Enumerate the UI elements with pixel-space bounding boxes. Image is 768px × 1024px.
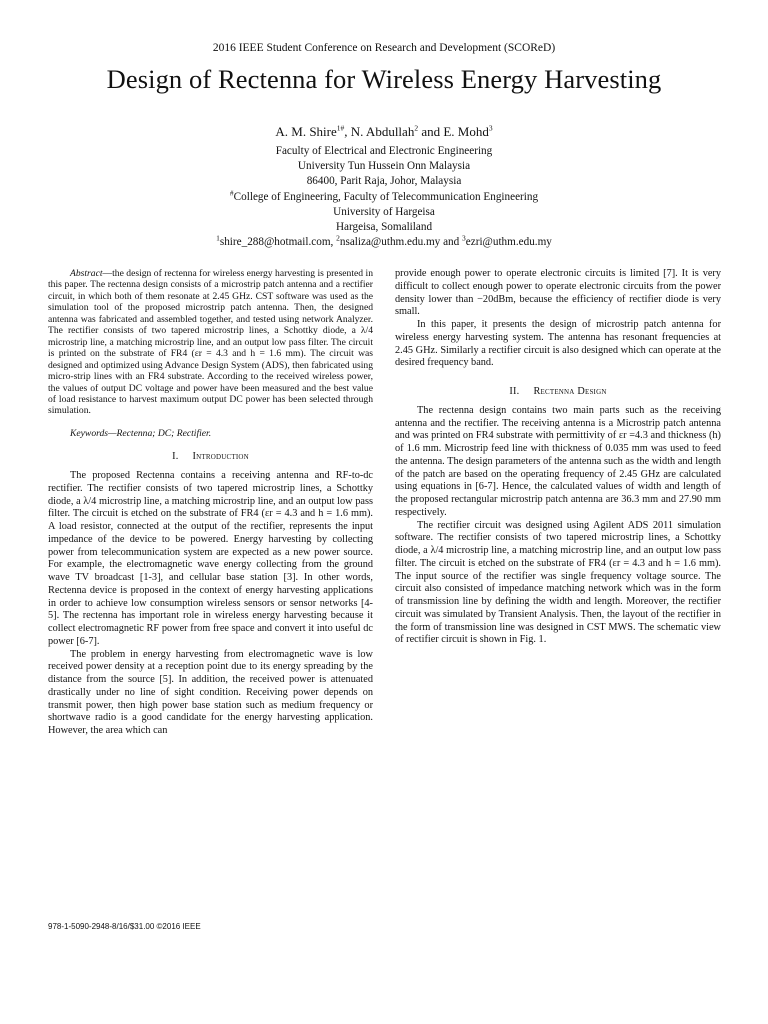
affiliation-line: University Tun Hussein Onn Malaysia xyxy=(297,160,471,173)
intro-paragraph-2: The problem in energy harvesting from electromagnetic wave is low received power density at a reception point due to its energy spreading by the distance from the source [5]. In addition, the received power is attenuated drastically under no line of sight condition. Receiving power depends on transmit power, then high power base station such as medium frequency or shortwave radio is a good candidate for the energy harvesting application. However, the area which can xyxy=(48,648,373,737)
abstract-label: Abstract xyxy=(70,268,103,279)
email-line: $^1$shire_288@hotmail.com, $^2$nsaliza@uthm.edu.my and $^3$ezri@uthm.edu.my xyxy=(216,233,552,249)
author-2-name: , N. Abdullah xyxy=(344,124,415,139)
author-1-name: A. M. Shire xyxy=(275,124,337,139)
author-1-sup: 1# xyxy=(336,123,345,133)
keywords: Keywords—Rectenna; DC; Rectifier. xyxy=(70,427,212,439)
left-column xyxy=(48,268,373,738)
affiliation-sup: # xyxy=(229,187,234,197)
email-1: shire_288@hotmail.com, xyxy=(219,236,337,249)
affiliation-line: 86400, Parit Raja, Johor, Malaysia xyxy=(306,175,462,188)
affiliation-line: #College of Engineering, Faculty of Telecommunication Engineering xyxy=(229,187,539,203)
email-2: nsaliza@uthm.edu.my and xyxy=(339,236,463,249)
abstract xyxy=(48,268,373,417)
intro-paragraph-2-continued: provide enough power to operate electronic circuits is limited [7]. It is very difficult to collect enough power to operate electronic circuits from the power density lower than −20dBm, because the efficiency of rectifier diode is very small. xyxy=(395,268,721,318)
section-heading-introduction: I. Introduction xyxy=(172,451,249,463)
right-column xyxy=(395,268,721,647)
author-list xyxy=(0,124,768,140)
affiliation-line: University of Hargeisa xyxy=(333,205,435,218)
conference-header: 2016 IEEE Student Conference on Research and Development (SCOReD) xyxy=(212,42,556,54)
abstract-text: —the design of rectenna for wireless energy harvesting is presented in this paper. The rectenna design consists of a microstrip patch antenna and a rectifier circuit, in which both of them resonate at 2.45 GHz. CST software was used as the simulation tool of the proposed microstrip patch antenna. Then, the designed antenna was fabricated and assembled together, and tested using network Analyzer. The rectifier consists of two tapered microstrip lines, a Schottky diode, a λ/4 microstrip line, a matching microstrip line, and an output low pass filter. The circuit is printed on the substrate of FR4 (εr = 4.3 and h = 1.6 mm). The circuit was designed and optimized using Advance Design System (ADS), then fabricated using micro-strip lines with an FR4 substrate. According to the received wireless power, the values of output DC voltage and power have been measured and the best value of load resistance to harvest maximum output DC power has been selected through simulation. xyxy=(48,268,373,417)
copyright-footer: 978-1-5090-2948-8/16/$31.00 ©2016 IEEE xyxy=(48,922,201,931)
affiliations xyxy=(0,144,768,250)
author-3-name: and E. Mohd xyxy=(418,124,489,139)
intro-paragraph-3: In this paper, it presents the design of microstrip patch antenna for wireless energy harvesting system. The antenna has resonant frequencies at 2.45 GHz. Similarly a rectifier circuit is also designed which can operate at the desired frequency band. xyxy=(395,319,721,369)
affiliation-line: Hargeisa, Somaliland xyxy=(335,221,433,234)
design-paragraph-1: The rectenna design contains two main parts such as the receiving antenna and the rectifier. The receiving antenna is a Microstrip patch antenna and was printed on FR4 substrate with permittivity of εr =4.3 and thickness (h) of 1.6 mm. Microstrip feed line with thickness of 0.035 mm was used to feed the antenna. The design parameters of the antenna such as the width and length of the patch are based on the operating frequency of 2.45 GHz are calculated using equations in [6-7]. Hence, the calculated values of width and length of the proposed rectangular microstrip patch antenna are 36.3 mm and 27.90 mm respectively. xyxy=(395,404,721,518)
author-3-sup: 3 xyxy=(488,123,493,133)
author-2-sup: 2 xyxy=(414,123,419,133)
section-heading-rectenna-design: II. Rectenna Design xyxy=(509,386,607,397)
intro-paragraph-1: The proposed Rectenna contains a receiving antenna and RF-to-dc rectifier. The rectifier consists of two tapered microstrip lines, a Schottky diode, a λ/4 microstrip line, a matching microstrip line, and an output low pass filter. The circuit is etched on the substrate of FR4 (εr = 4.3 and h = 1.6 mm). A load resistor, connected at the output of the rectifier, represents the input impedance of the device to be powered. Energy harvesting by collecting power from telecommunication system are expected as a new power source. For example, the electromagnetic wave energy collecting from the ground wave TV broadcast [1-3], and cellular base station [3]. In other words, Rectenna device is proposed in the context of energy harvesting applications in order to achieve low consumption wireless sensors or sensor networks [4-5]. The rectenna has important role in wireless energy harvesting because it collect electromagnetic RF power from free space and convert it into useful dc power [6-7]. xyxy=(48,470,373,647)
email-3: ezri@uthm.edu.my xyxy=(465,236,552,249)
affiliation-line: Faculty of Electrical and Electronic Engineering xyxy=(275,145,493,157)
design-paragraph-2: The rectifier circuit was designed using Agilent ADS 2011 simulation software. The rectifier consists of two tapered microstrip lines, a Schottky diode, a λ/4 microstrip line, a matching microstrip line, and an output low pass filter. The circuit is etched on the substrate of FR4 (εr = 4.3 and h = 1.6 mm). The input source of the rectifier was single frequency voltage source. The circuit also consisted of impedance matching network which was in the form of transmission line by defining the width and length. Moreover, the rectifier circuit was simulated by Transient Analysis. Then, the layout of the rectifier in the form of transmission line was designed in CST MWS. The schematic view of rectifier circuit is shown in Fig. 1. xyxy=(395,519,721,646)
paper-title: Design of Rectenna for Wireless Energy Harvesting xyxy=(106,64,662,94)
